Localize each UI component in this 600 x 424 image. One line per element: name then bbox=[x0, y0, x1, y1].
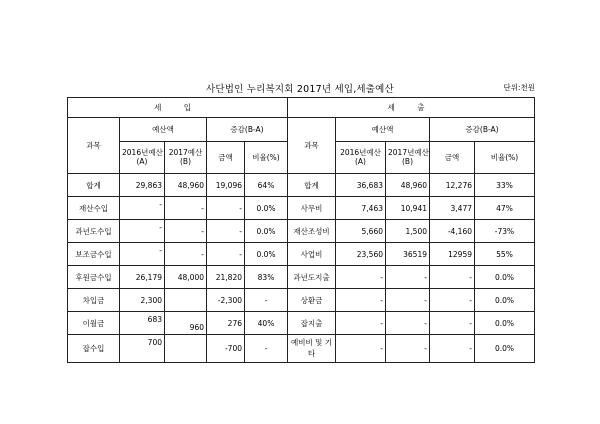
expense-diff-value: 12959 bbox=[430, 243, 475, 266]
income-2017-value: - bbox=[165, 220, 207, 243]
income-ratio-value: 0.0% bbox=[245, 243, 288, 266]
income-diff-value: - bbox=[207, 243, 245, 266]
income-ratio-value: 0.0% bbox=[245, 197, 288, 220]
income-ratio-value: - bbox=[245, 335, 288, 363]
table-row bbox=[68, 335, 535, 363]
income-2016-value: 2,300 bbox=[120, 289, 165, 312]
income-header: 세 입 bbox=[68, 98, 288, 118]
table-row bbox=[68, 197, 535, 220]
section-header-row bbox=[68, 98, 535, 118]
expense-2016-value: 36,683 bbox=[336, 174, 386, 197]
expense-col-change: 증감(B-A) bbox=[430, 118, 535, 142]
expense-col-ratio: 비율(%) bbox=[475, 142, 535, 174]
expense-2017-value: - bbox=[386, 312, 430, 335]
expense-2016-value: - bbox=[336, 266, 386, 289]
income-subject: 잡수입 bbox=[68, 335, 120, 363]
expense-header: 세 출 bbox=[288, 98, 535, 118]
income-diff-value: 276 bbox=[207, 312, 245, 335]
expense-subject: 잡지출 bbox=[288, 312, 336, 335]
income-2016-value: 700 bbox=[120, 335, 165, 363]
expense-subject: 과년도지출 bbox=[288, 266, 336, 289]
table-row bbox=[68, 312, 535, 335]
income-2017-value: 48,000 bbox=[165, 266, 207, 289]
expense-subject: 사무비 bbox=[288, 197, 336, 220]
income-diff-value: - bbox=[207, 197, 245, 220]
expense-2016-value: 7,463 bbox=[336, 197, 386, 220]
expense-2016-value: - bbox=[336, 312, 386, 335]
expense-subject: 합계 bbox=[288, 174, 336, 197]
income-col-change: 증감(B-A) bbox=[207, 118, 288, 142]
income-ratio-value: 40% bbox=[245, 312, 288, 335]
income-subject: 이월금 bbox=[68, 312, 120, 335]
income-diff-value: -700 bbox=[207, 335, 245, 363]
table-row bbox=[68, 289, 535, 312]
income-2017-value: - bbox=[165, 197, 207, 220]
expense-col-subject: 과목 bbox=[288, 118, 336, 174]
expense-ratio-value: 0.0% bbox=[475, 266, 535, 289]
unit-label: 단위:천원 bbox=[503, 83, 535, 92]
income-col-amount: 금액 bbox=[207, 142, 245, 174]
income-col-budget: 예산액 bbox=[120, 118, 207, 142]
income-2016-value: - bbox=[120, 197, 165, 220]
expense-col-2016: 2016년예산 (A) bbox=[336, 142, 386, 174]
income-col-subject: 과목 bbox=[68, 118, 120, 174]
expense-2016-value: 5,660 bbox=[336, 220, 386, 243]
income-2017-value bbox=[165, 289, 207, 312]
column-header-row-1 bbox=[68, 118, 535, 142]
table-row bbox=[68, 243, 535, 266]
income-diff-value: - bbox=[207, 220, 245, 243]
expense-diff-value: 3,477 bbox=[430, 197, 475, 220]
expense-2017-value: 1,500 bbox=[386, 220, 430, 243]
expense-ratio-value: -73% bbox=[475, 220, 535, 243]
expense-2017-value: - bbox=[386, 335, 430, 363]
expense-ratio-value: 0.0% bbox=[475, 312, 535, 335]
expense-subject: 상환금 bbox=[288, 289, 336, 312]
expense-col-budget: 예산액 bbox=[336, 118, 430, 142]
income-ratio-value: 0.0% bbox=[245, 220, 288, 243]
expense-subject: 사업비 bbox=[288, 243, 336, 266]
expense-diff-value: - bbox=[430, 266, 475, 289]
income-col-2017: 2017예산 (B) bbox=[165, 142, 207, 174]
expense-ratio-value: 33% bbox=[475, 174, 535, 197]
table-row bbox=[68, 266, 535, 289]
expense-ratio-value: 0.0% bbox=[475, 289, 535, 312]
budget-table bbox=[67, 97, 535, 363]
expense-2016-value: - bbox=[336, 289, 386, 312]
income-2016-value: - bbox=[120, 243, 165, 266]
expense-diff-value: -4,160 bbox=[430, 220, 475, 243]
income-2016-value: 683 bbox=[120, 312, 165, 335]
expense-2016-value: - bbox=[336, 335, 386, 363]
expense-2016-value: 23,560 bbox=[336, 243, 386, 266]
income-2017-value: - bbox=[165, 243, 207, 266]
expense-col-2017: 2017년예산 (B) bbox=[386, 142, 430, 174]
income-2016-value: 26,179 bbox=[120, 266, 165, 289]
table-row bbox=[68, 220, 535, 243]
expense-diff-value: - bbox=[430, 312, 475, 335]
expense-diff-value: - bbox=[430, 335, 475, 363]
expense-ratio-value: 47% bbox=[475, 197, 535, 220]
table-row bbox=[68, 174, 535, 197]
expense-2017-value: 10,941 bbox=[386, 197, 430, 220]
expense-diff-value: 12,276 bbox=[430, 174, 475, 197]
income-2016-value: 29,863 bbox=[120, 174, 165, 197]
income-subject: 후원금수입 bbox=[68, 266, 120, 289]
income-2016-value: - bbox=[120, 220, 165, 243]
income-2017-value bbox=[165, 335, 207, 363]
expense-col-amount: 금액 bbox=[430, 142, 475, 174]
income-2017-value: 960 bbox=[165, 312, 207, 335]
document-title: 사단법인 누리복지회 2017년 세입,세출예산 bbox=[206, 84, 394, 95]
expense-ratio-value: 55% bbox=[475, 243, 535, 266]
income-subject: 보조금수입 bbox=[68, 243, 120, 266]
income-subject: 재산수입 bbox=[68, 197, 120, 220]
expense-2017-value: - bbox=[386, 266, 430, 289]
expense-2017-value: 36519 bbox=[386, 243, 430, 266]
income-ratio-value: - bbox=[245, 289, 288, 312]
income-col-2016: 2016년예산 (A) bbox=[120, 142, 165, 174]
expense-diff-value: - bbox=[430, 289, 475, 312]
expense-2017-value: - bbox=[386, 289, 430, 312]
expense-subject: 재산조성비 bbox=[288, 220, 336, 243]
income-ratio-value: 83% bbox=[245, 266, 288, 289]
expense-2017-value: 48,960 bbox=[386, 174, 430, 197]
expense-subject: 예비비 및 기 타 bbox=[288, 335, 336, 363]
income-subject: 합계 bbox=[68, 174, 120, 197]
income-diff-value: 21,820 bbox=[207, 266, 245, 289]
income-subject: 과년도수입 bbox=[68, 220, 120, 243]
income-diff-value: -2,300 bbox=[207, 289, 245, 312]
income-subject: 차입금 bbox=[68, 289, 120, 312]
income-diff-value: 19,096 bbox=[207, 174, 245, 197]
income-2017-value: 48,960 bbox=[165, 174, 207, 197]
expense-ratio-value: 0.0% bbox=[475, 335, 535, 363]
income-ratio-value: 64% bbox=[245, 174, 288, 197]
income-col-ratio: 비율(%) bbox=[245, 142, 288, 174]
